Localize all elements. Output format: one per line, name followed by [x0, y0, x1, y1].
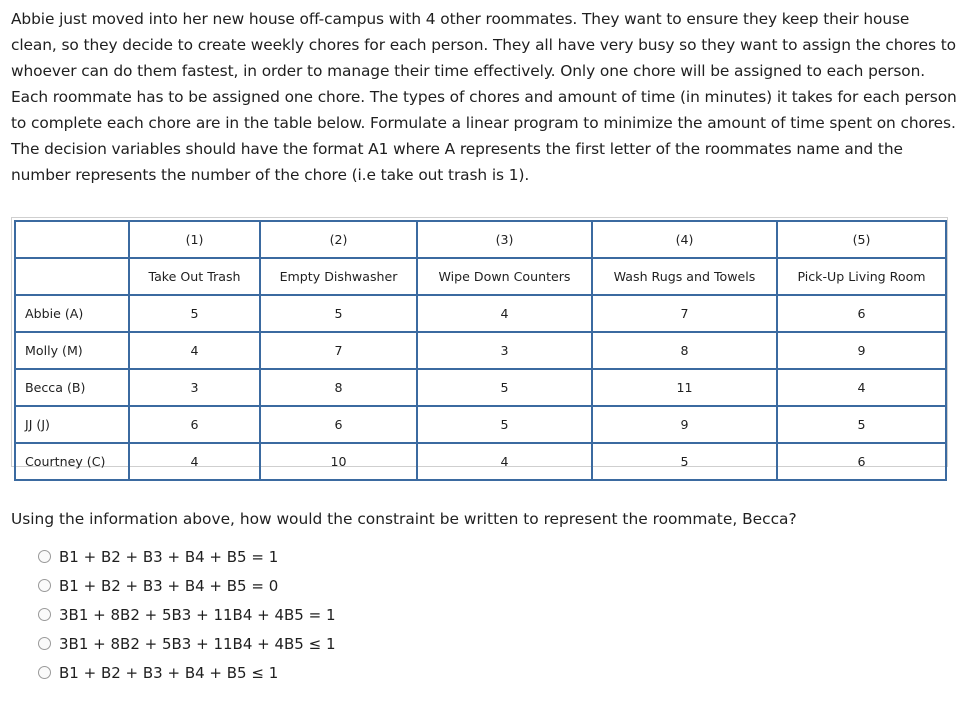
time-cell: 9: [592, 406, 777, 443]
radio-button[interactable]: [38, 608, 51, 621]
time-cell: 9: [777, 332, 946, 369]
table-header-names-row: [15, 258, 946, 295]
answer-option-label: B1 + B2 + B3 + B4 + B5 = 1: [59, 547, 279, 566]
roommate-name-cell: Becca (B): [15, 369, 129, 406]
answer-option-label: 3B1 + 8B2 + 5B3 + 11B4 + 4B5 ≤ 1: [59, 634, 336, 653]
radio-button[interactable]: [38, 579, 51, 592]
time-cell: 8: [260, 369, 417, 406]
problem-statement: Abbie just moved into her new house off-campus with 4 other roommates. They want to ensure they keep their house clean, so they decide to create weekly chores for each person. They all have very busy so they want to assign the chores to whoever can do them fastest, in order to manage their time effectively. Only one chore will be assigned to each person. Each roommate has to be assigned one chore. The types of chores and amount of time (in minutes) it takes for each person to complete each chore are in the table below. Formulate a linear program to minimize the amount of time spent on chores. The decision variables should have the format A1 where A represents the first letter of the roommates name and the number represents the number of the chore (i.e take out trash is 1).: [11, 10, 957, 184]
chore-name-header: Take Out Trash: [129, 258, 260, 295]
chore-time-table: [14, 220, 947, 481]
table-row: [15, 332, 946, 369]
time-cell: 4: [129, 443, 260, 480]
answer-option-label: 3B1 + 8B2 + 5B3 + 11B4 + 4B5 = 1: [59, 605, 336, 624]
radio-button[interactable]: [38, 550, 51, 563]
time-cell: 7: [260, 332, 417, 369]
radio-button[interactable]: [38, 666, 51, 679]
table-empty-cell: [15, 258, 129, 295]
chore-name-header: Pick-Up Living Room: [777, 258, 946, 295]
chore-number-header: (3): [417, 221, 592, 258]
chore-time-table-container: [11, 217, 948, 467]
table-row: [15, 443, 946, 480]
table-row: [15, 295, 946, 332]
time-cell: 6: [777, 443, 946, 480]
time-cell: 5: [417, 406, 592, 443]
time-cell: 4: [129, 332, 260, 369]
time-cell: 4: [417, 443, 592, 480]
answer-option-label: B1 + B2 + B3 + B4 + B5 ≤ 1: [59, 663, 279, 682]
answer-option-2[interactable]: [38, 571, 336, 600]
time-cell: 5: [417, 369, 592, 406]
chore-number-header: (4): [592, 221, 777, 258]
chore-number-header: (5): [777, 221, 946, 258]
time-cell: 5: [129, 295, 260, 332]
answer-options: [38, 542, 336, 687]
roommate-name-cell: Abbie (A): [15, 295, 129, 332]
chore-number-header: (1): [129, 221, 260, 258]
time-cell: 6: [129, 406, 260, 443]
table-row: [15, 369, 946, 406]
answer-option-label: B1 + B2 + B3 + B4 + B5 = 0: [59, 576, 279, 595]
time-cell: 3: [417, 332, 592, 369]
answer-option-5[interactable]: [38, 658, 336, 687]
table-row: [15, 406, 946, 443]
chore-name-header: Empty Dishwasher: [260, 258, 417, 295]
chore-name-header: Wipe Down Counters: [417, 258, 592, 295]
time-cell: 10: [260, 443, 417, 480]
time-cell: 11: [592, 369, 777, 406]
time-cell: 3: [129, 369, 260, 406]
time-cell: 5: [592, 443, 777, 480]
time-cell: 8: [592, 332, 777, 369]
chore-number-header: (2): [260, 221, 417, 258]
answer-option-1[interactable]: [38, 542, 336, 571]
question-prompt: Using the information above, how would the constraint be written to represent the roommate, Becca?: [11, 510, 797, 528]
table-header-numbers-row: [15, 221, 946, 258]
radio-button[interactable]: [38, 637, 51, 650]
time-cell: 6: [777, 295, 946, 332]
time-cell: 7: [592, 295, 777, 332]
roommate-name-cell: JJ (J): [15, 406, 129, 443]
chore-name-header: Wash Rugs and Towels: [592, 258, 777, 295]
roommate-name-cell: Courtney (C): [15, 443, 129, 480]
time-cell: 4: [417, 295, 592, 332]
roommate-name-cell: Molly (M): [15, 332, 129, 369]
table-corner-cell: [15, 221, 129, 258]
answer-option-4[interactable]: [38, 629, 336, 658]
time-cell: 5: [260, 295, 417, 332]
time-cell: 4: [777, 369, 946, 406]
answer-option-3[interactable]: [38, 600, 336, 629]
time-cell: 5: [777, 406, 946, 443]
time-cell: 6: [260, 406, 417, 443]
